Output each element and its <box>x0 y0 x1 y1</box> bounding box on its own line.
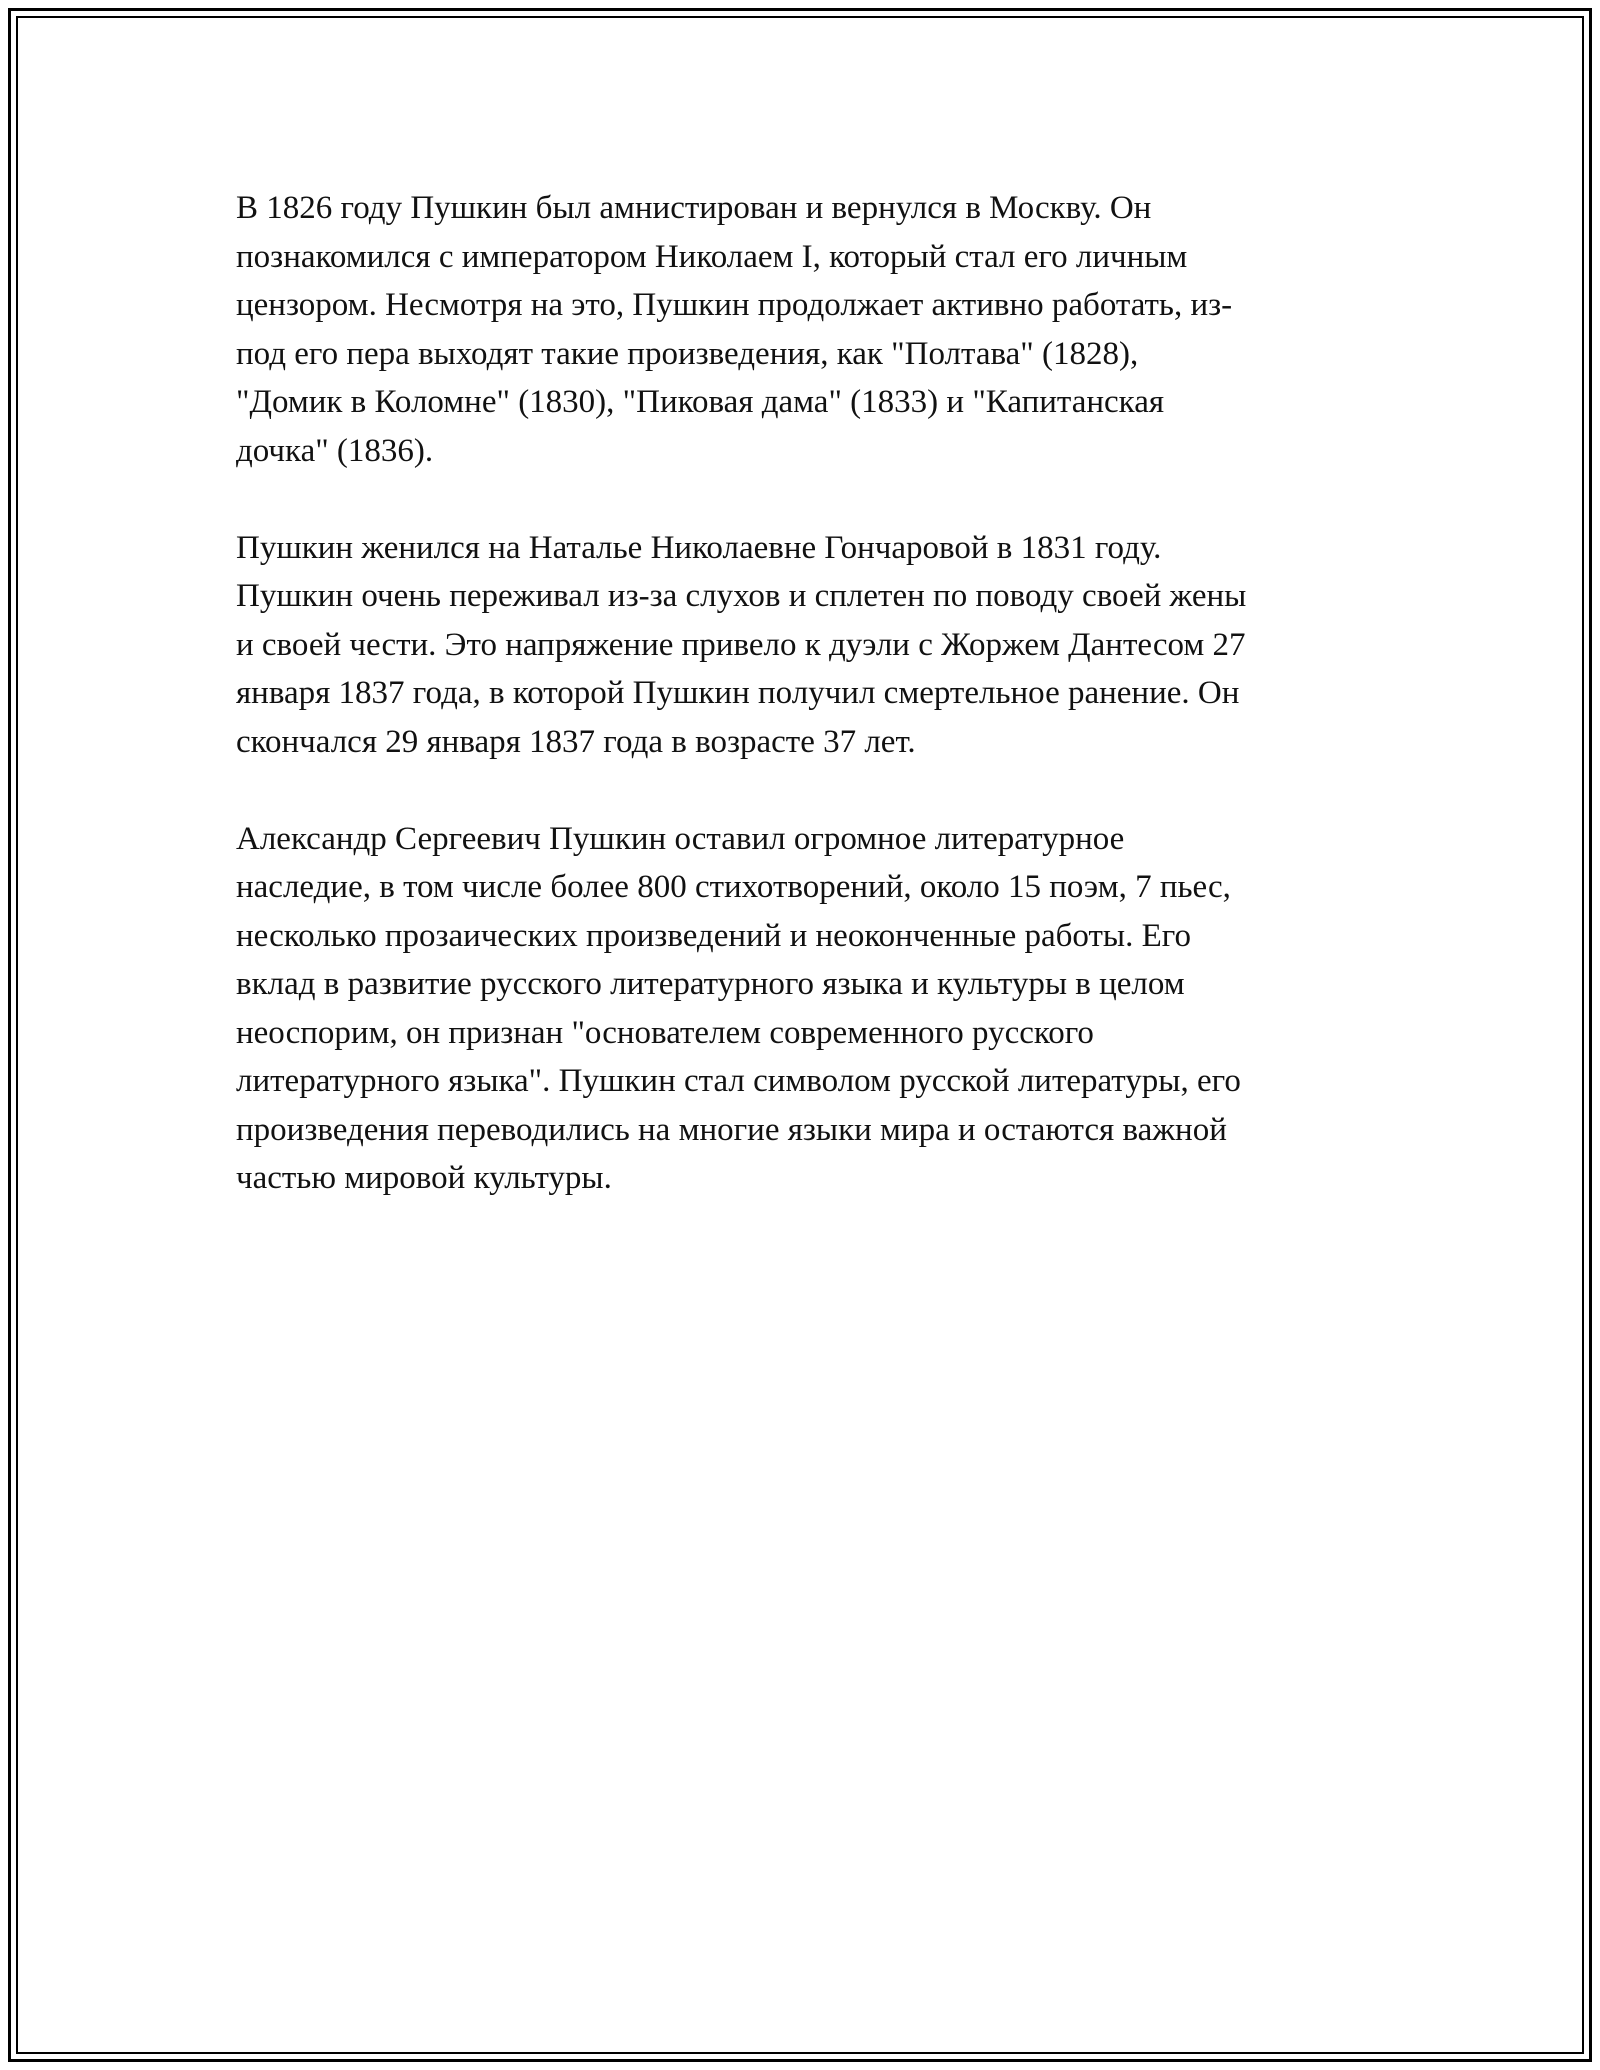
text-line: произведения переводились на многие языки мира и остаются важной <box>236 1111 1227 1148</box>
text-line: под его пера выходят такие произведения, как "Полтава" (1828), <box>236 335 1139 372</box>
text-line: скончался 29 января 1837 года в возрасте 37 лет. <box>236 723 916 760</box>
paragraph-amnesty <box>236 184 1376 475</box>
text-line: литературного языка". Пушкин стал символом русской литературы, его <box>236 1063 1241 1099</box>
text-line: и своей чести. Это напряжение привело к дуэли с Жоржем Дантесом 27 <box>236 626 1246 663</box>
text-line: Пушкин очень переживал из-за слухов и сплетен по поводу своей жены <box>236 578 1247 614</box>
text-line: частью мировой культуры. <box>236 1160 612 1196</box>
text-line: цензором. Несмотря на это, Пушкин продолжает активно работать, из- <box>236 287 1233 323</box>
text-line: Александр Сергеевич Пушкин оставил огромное литературное <box>236 820 1125 857</box>
text-line: "Домик в Коломне" (1830), "Пиковая дама" (1833) и "Капитанская <box>236 384 1165 420</box>
paragraph-legacy <box>236 815 1376 1203</box>
text-line: наследие, в том числе более 800 стихотворений, около 15 поэм, 7 пьес, <box>236 869 1231 905</box>
text-line: января 1837 года, в которой Пушкин получил смертельное ранение. Он <box>236 675 1240 711</box>
document-body <box>236 184 1376 1251</box>
paragraph-marriage-duel <box>236 524 1376 767</box>
text-line: В 1826 году Пушкин был амнистирован и вернулся в Москву. Он <box>236 190 1152 226</box>
text-line: дочка" (1836). <box>236 432 434 469</box>
text-line: вклад в развитие русского литературного языка и культуры в целом <box>236 966 1185 1002</box>
text-line: Пушкин женился на Наталье Николаевне Гончаровой в 1831 году. <box>236 529 1162 566</box>
text-line: неоспорим, он признан "основателем современного русского <box>236 1014 1094 1051</box>
text-line: несколько прозаических произведений и неоконченные работы. Его <box>236 917 1191 954</box>
text-line: познакомился с императором Николаем I, который стал его личным <box>236 238 1188 275</box>
